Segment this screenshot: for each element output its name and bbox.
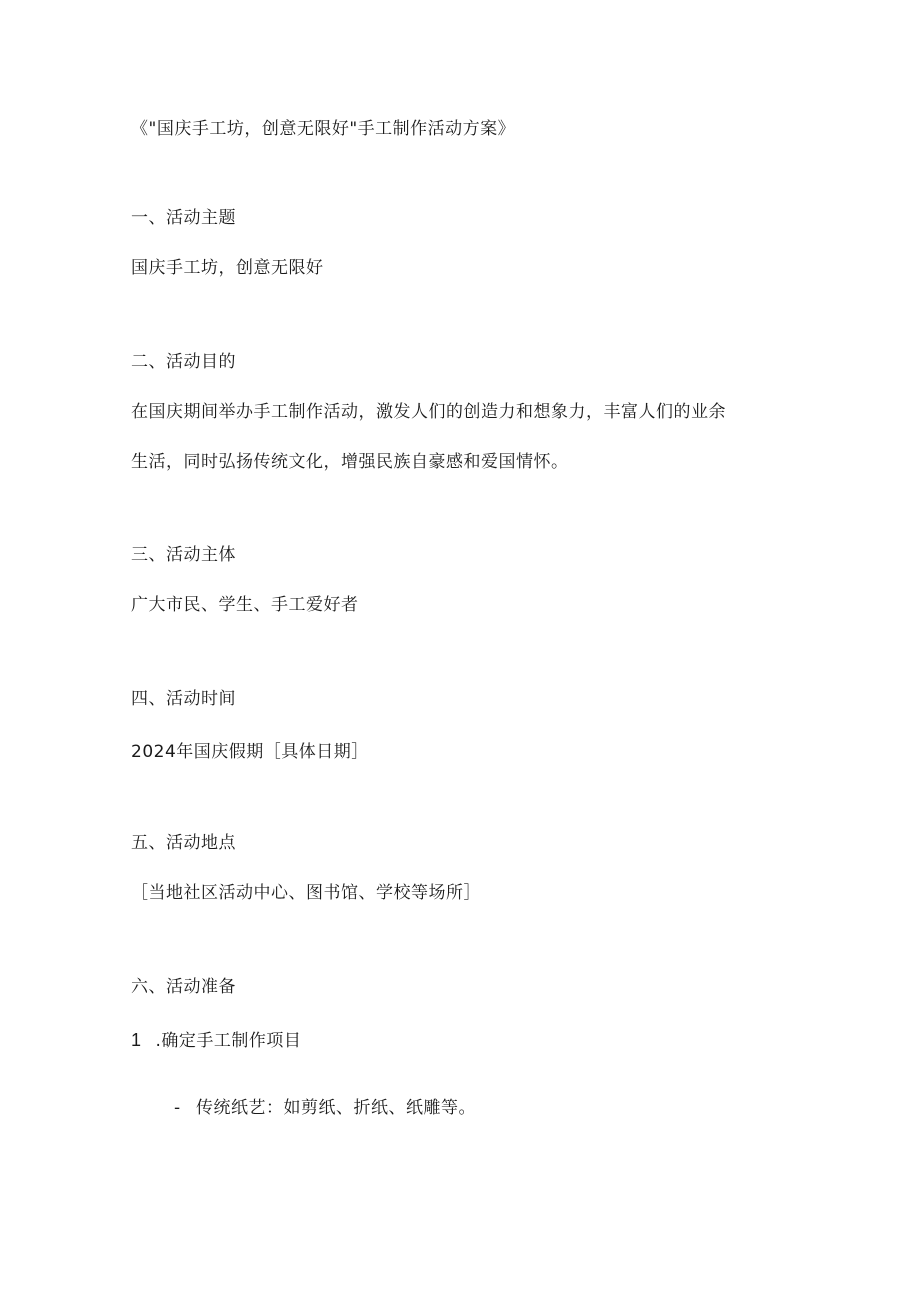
section-paragraph-purpose-line2: 生活，同时弘扬传统文化，增强民族自豪感和爱国情怀。 <box>131 452 569 472</box>
dash-bullet: - <box>174 1098 181 1118</box>
sub-list-item-text: 传统纸艺：如剪纸、折纸、纸雕等。 <box>196 1098 476 1118</box>
list-item-text: .确定手工制作项目 <box>155 1031 302 1051</box>
section-heading-theme: 一、活动主题 <box>131 208 236 228</box>
section-paragraph-purpose-line1: 在国庆期间举办手工制作活动，激发人们的创造力和想象力，丰富人们的业余 <box>131 402 726 422</box>
section-heading-participants: 三、活动主体 <box>131 545 236 565</box>
section-paragraph-theme: 国庆手工坊，创意无限好 <box>131 258 324 278</box>
section-paragraph-participants: 广大市民、学生、手工爱好者 <box>131 595 359 615</box>
document-title: 《"国庆手工坊，创意无限好"手工制作活动方案》 <box>131 119 516 139</box>
section-heading-preparation: 六、活动准备 <box>131 977 236 997</box>
section-paragraph-location: ［当地社区活动中心、图书馆、学校等场所］ <box>131 883 481 903</box>
section-heading-purpose: 二、活动目的 <box>131 352 236 372</box>
section-paragraph-time: 2024年国庆假期［具体日期］ <box>131 742 369 762</box>
section-heading-location: 五、活动地点 <box>131 833 236 853</box>
sub-list-item <box>174 1097 476 1119</box>
list-item-number: 1 <box>131 1030 142 1050</box>
list-item <box>131 1029 301 1052</box>
section-heading-time: 四、活动时间 <box>131 689 236 709</box>
